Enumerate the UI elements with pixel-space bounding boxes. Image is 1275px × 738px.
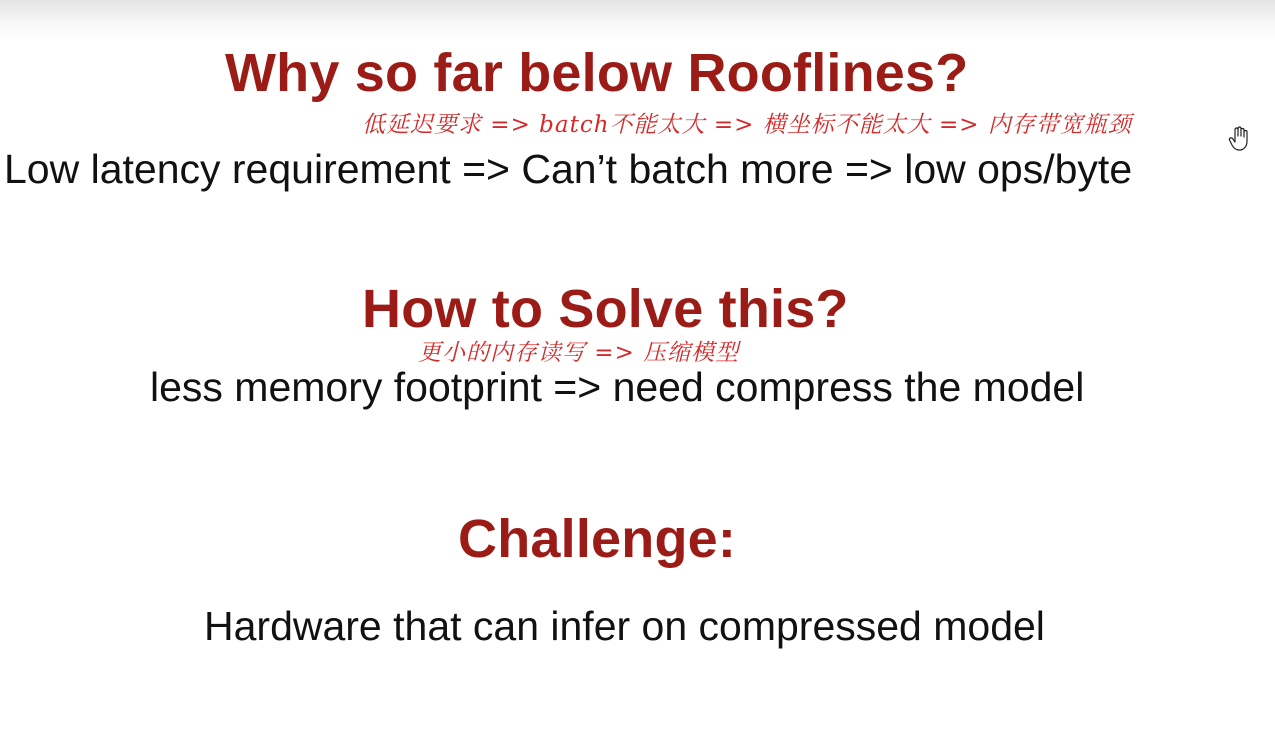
section-title-challenge: Challenge: [458, 509, 737, 569]
top-shade [0, 0, 1275, 40]
section-text-memory: less memory footprint => need compress the model [150, 364, 1085, 410]
handwritten-annotation-latency: 低延迟要求 => batch不能太大 => 横坐标不能太大 => 内存带宽瓶颈 [362, 112, 1132, 138]
section-text-latency: Low latency requirement => Can’t batch more => low ops/byte [4, 146, 1133, 192]
hand-pointer-icon [1228, 126, 1250, 152]
section-title-solve: How to Solve this? [362, 279, 849, 339]
section-title-rooflines: Why so far below Rooflines? [225, 43, 969, 103]
section-text-hardware: Hardware that can infer on compressed model [204, 603, 1045, 649]
handwritten-annotation-memory: 更小的内存读写 => 压缩模型 [418, 340, 740, 366]
